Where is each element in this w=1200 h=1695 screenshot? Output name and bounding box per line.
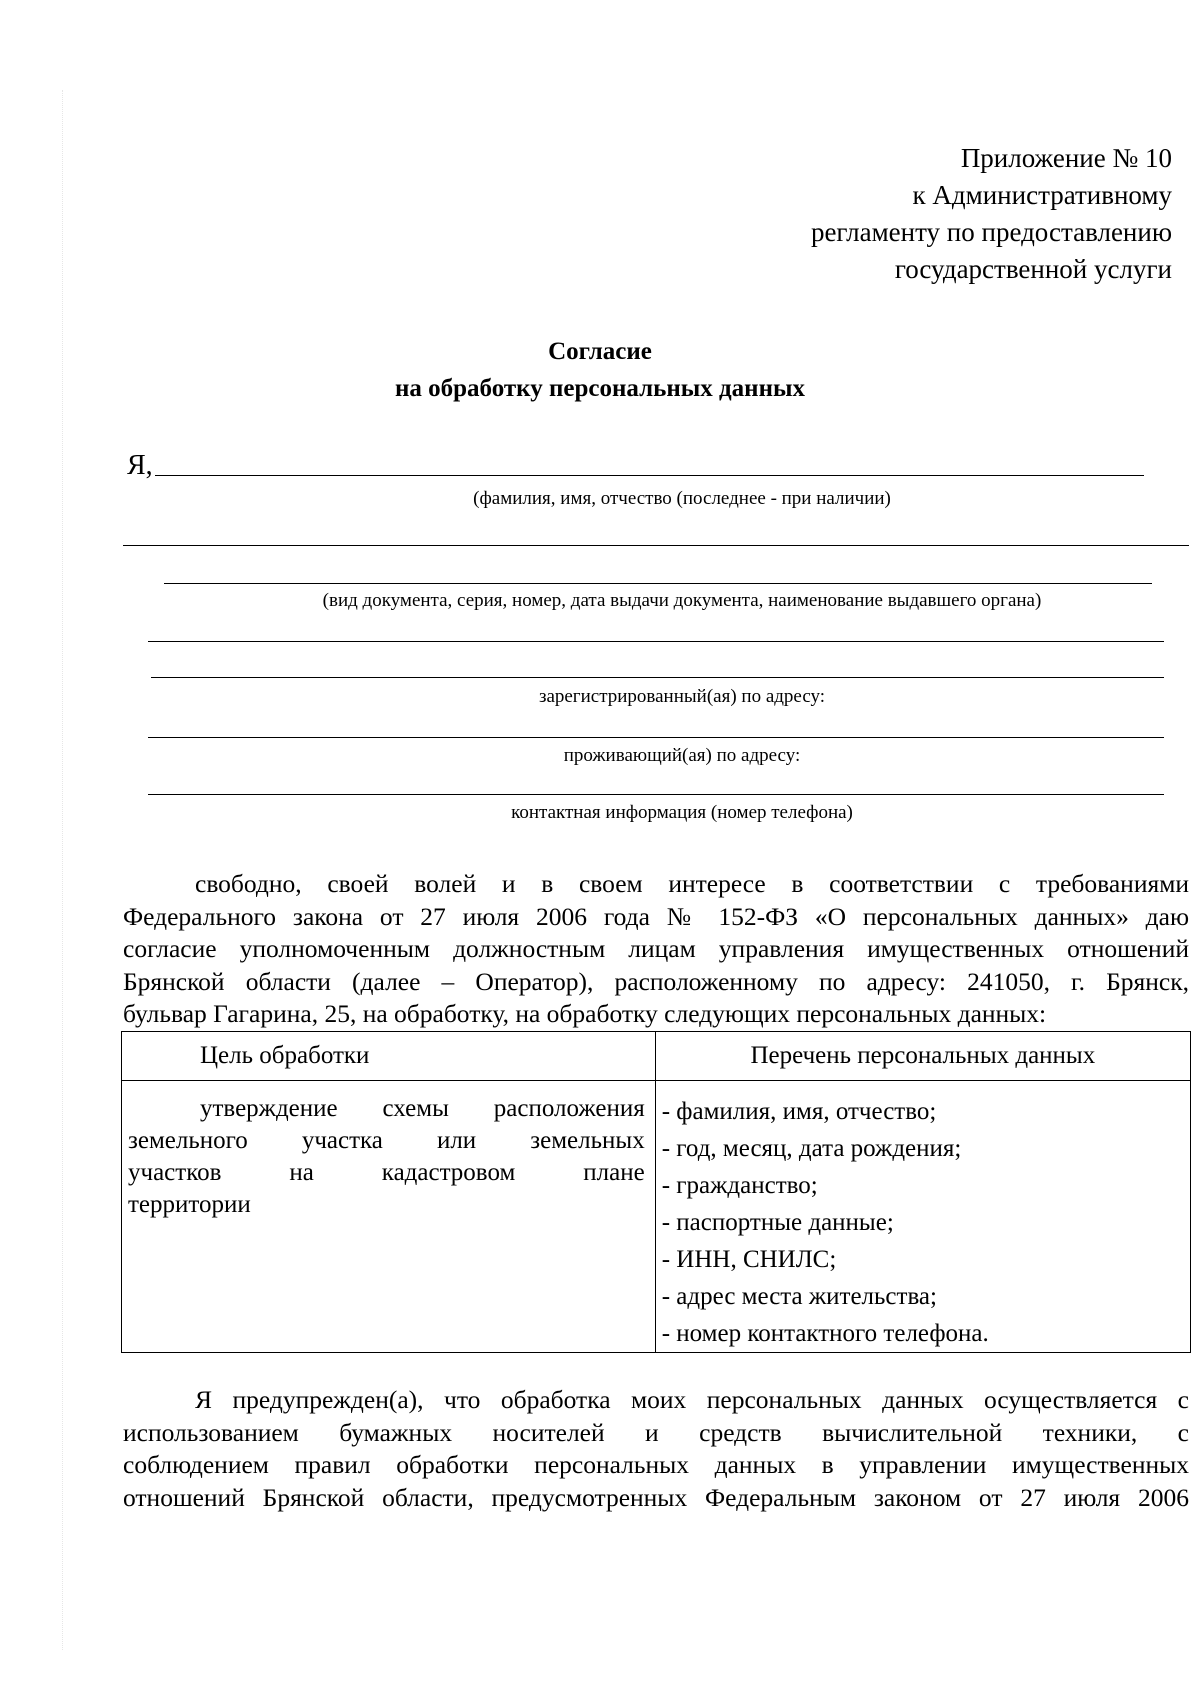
consent-line: согласие уполномоченным должностным лицам управления имущественных отношений <box>123 934 1189 963</box>
blank-line-2 <box>148 641 1164 642</box>
caption-document: (вид документа, серия, номер, дата выдачи документа, наименование выдавшего органа) <box>322 590 1042 611</box>
caption-registered: зарегистрированный(ая) по адресу: <box>538 686 826 707</box>
appendix-line-2: к Административному <box>912 180 1172 210</box>
purpose-cell <box>122 1081 656 1353</box>
consent-line: бульвар Гагарина, 25, на обработку, на обработку следующих персональных данных: <box>123 999 1047 1028</box>
registered-field-line <box>151 677 1164 678</box>
contact-field-line <box>148 794 1164 795</box>
consent-paragraph <box>123 868 1189 1031</box>
document-field-line <box>164 583 1152 584</box>
title-line-2: на обработку персональных данных <box>395 375 805 402</box>
caption-fio: (фамилия, имя, отчество (последнее - при наличии) <box>473 488 891 509</box>
consent-line: свободно, своей волей и в своем интересе в соответствии с требованиями <box>195 869 1189 898</box>
data-item: - фамилия, имя, отчество; <box>661 1098 937 1125</box>
data-item: - ИНН, СНИЛС; <box>661 1246 837 1273</box>
warning-line: отношений Брянской области, предусмотренных Федеральным законом от 27 июля 2006 <box>123 1482 1189 1512</box>
warning-line: использованием бумажных носителей и средств вычислительной техники, с <box>123 1417 1189 1447</box>
table-header-row <box>122 1032 1191 1081</box>
living-field-line <box>148 737 1164 738</box>
fio-field-line <box>155 475 1144 476</box>
table-row <box>122 1081 1191 1353</box>
appendix-header <box>811 140 1172 288</box>
purpose-line: территории <box>128 1191 251 1218</box>
ya-label: Я, <box>127 450 153 481</box>
personal-data-table <box>121 1031 1191 1353</box>
header-purpose: Цель обработки <box>122 1032 656 1081</box>
data-list-cell <box>655 1081 1190 1353</box>
appendix-line-1: Приложение № 10 <box>960 143 1172 173</box>
consent-line: Федерального закона от 27 июля 2006 года № 152-ФЗ «О персональных данных» даю <box>123 901 1189 931</box>
data-item: - номер контактного телефона. <box>661 1320 989 1347</box>
title-line-1: Согласие <box>548 338 652 365</box>
appendix-line-4: государственной услуги <box>894 254 1172 284</box>
data-item: - адрес места жительства; <box>661 1283 937 1310</box>
warning-paragraph <box>123 1384 1189 1514</box>
purpose-line: участков на кадастровом плане <box>128 1159 645 1186</box>
caption-contact: контактная информация (номер телефона) <box>511 802 853 823</box>
document-title <box>0 333 1200 407</box>
warning-line: Я предупрежден(а), что обработка моих персональных данных осуществляется с <box>195 1385 1189 1414</box>
scan-margin-mark <box>62 90 63 1650</box>
data-item: - паспортные данные; <box>661 1209 894 1236</box>
appendix-line-3: регламенту по предоставлению <box>810 217 1172 247</box>
purpose-line: земельного участка или земельных <box>128 1127 645 1154</box>
blank-line-1 <box>123 545 1189 546</box>
purpose-line: утверждение схемы расположения <box>200 1095 645 1122</box>
data-item: - гражданство; <box>661 1172 818 1199</box>
caption-living: проживающий(ая) по адресу: <box>563 745 801 766</box>
consent-line: Брянской области (далее – Оператор), расположенному по адресу: 241050, г. Брянск, <box>123 966 1189 996</box>
data-item: - год, месяц, дата рождения; <box>661 1135 962 1162</box>
warning-line: соблюдением правил обработки персональных данных в управлении имущественных <box>123 1450 1189 1479</box>
header-data-list: Перечень персональных данных <box>655 1032 1190 1081</box>
